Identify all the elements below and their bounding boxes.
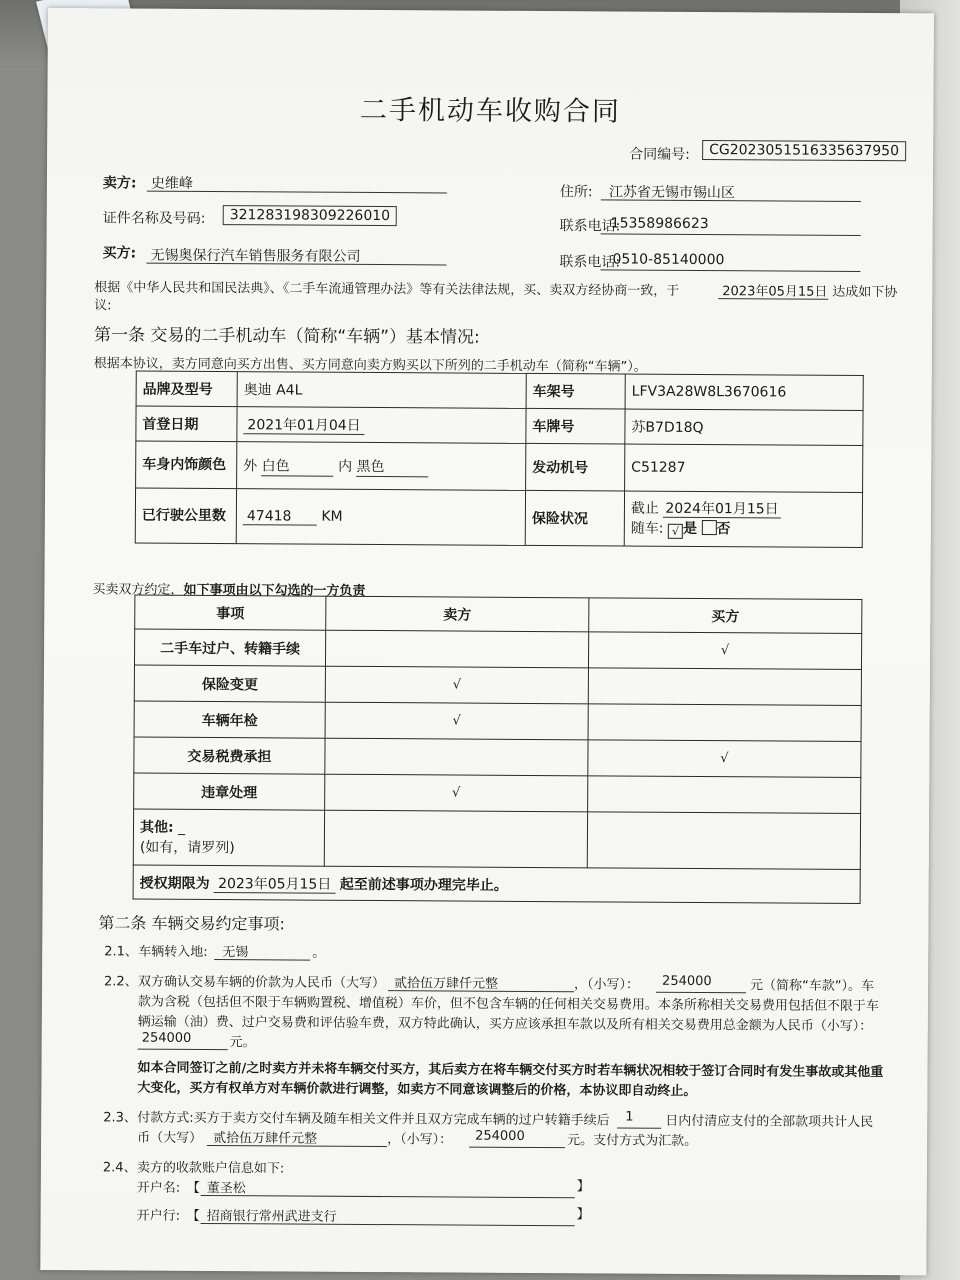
preamble-text: 根据《中华人民共和国民法典》、《二手车流通管理办法》等有关法律法规，买、卖双方经协商一致，于 <box>94 280 680 299</box>
seller-label: 卖方: <box>102 175 137 192</box>
row-violation-seller[interactable]: √ <box>325 774 588 812</box>
insurance-until-value: 2024年01月15日 <box>663 501 780 519</box>
c23-b: 日内付清应支付的全部款项共计人民 <box>665 1113 874 1131</box>
preamble-date: 2023年05月15日 <box>722 284 828 300</box>
row-insurance-buyer[interactable] <box>588 668 861 706</box>
other-label-row <box>140 817 318 838</box>
acct-name-line <box>201 1195 575 1198</box>
insurance-cell <box>624 491 862 547</box>
bank-bracket-left: 【 <box>186 1208 200 1224</box>
row-other-seller[interactable] <box>324 810 587 868</box>
c23-no: 2.3、 <box>103 1110 137 1126</box>
row-tax-buyer[interactable]: √ <box>588 740 861 778</box>
outer-color-label: 外 <box>243 457 258 474</box>
row-violation-item: 违章处理 <box>134 773 325 810</box>
outer-color-value: 白色 <box>262 455 334 476</box>
acct-name-bracket-right: 】 <box>576 1179 590 1195</box>
seller-id-label: 证件名称及号码: <box>102 210 206 227</box>
buyer-phone: 0510-85140000 <box>612 251 725 269</box>
c23-lower-line <box>469 1147 565 1149</box>
contract-page <box>40 8 934 1275</box>
period-tail: 起至前述事项办理完毕止。 <box>339 876 508 894</box>
bank-value: 招商银行常州武进支行 <box>206 1208 337 1225</box>
c23-lower: 254000 <box>475 1128 525 1144</box>
vehicle-info-table <box>135 371 864 548</box>
acct-name-bracket-left: 【 <box>186 1180 200 1196</box>
c23-a: 付款方式:买方于卖方交付车辆及随车相关文件并且双方完成车辆的过户转籍手续后 <box>137 1110 610 1129</box>
c21-value: 无锡 <box>222 945 249 961</box>
c22-line2: 款为含税（包括但不限于车辆购置税、增值税）车价，但不包含车辆的任何相关交易费用。本条所称相关交易费用包括但不限于车 <box>137 994 879 1015</box>
other-blank: _ <box>178 819 186 836</box>
row-insurance-seller[interactable]: √ <box>325 666 588 704</box>
period-date: 2023年05月15日 <box>214 876 335 894</box>
no-label: 否 <box>716 521 731 538</box>
period-label: 授权期限为 <box>139 875 210 892</box>
no-checkbox[interactable] <box>701 520 716 535</box>
yes-label: 是 <box>682 520 698 537</box>
row-inspection-buyer[interactable] <box>588 704 861 742</box>
c21-line <box>214 959 310 961</box>
inner-color-label: 内 <box>338 458 353 475</box>
buyer-name: 无锡奥保行汽车销售服务有限公司 <box>150 247 361 265</box>
engine-label: 发动机号 <box>526 443 625 491</box>
c24-no: 2.4、 <box>102 1160 137 1176</box>
insurance-with-label: 随车: <box>630 520 664 537</box>
c23-upper-line <box>207 1145 387 1147</box>
header-seller: 卖方 <box>326 596 589 632</box>
page-title: 二手机动车收购合同 <box>359 94 621 128</box>
seller-phone: 15358986623 <box>610 215 709 233</box>
notice-line1: 如本合同签订之前/之时卖方并未将车辆交付买方，其后卖方在将车辆交付买方时若车辆状况相较于签订合同时有发生事故或其他重 <box>137 1060 884 1081</box>
seller-name: 史维峰 <box>150 175 193 192</box>
buyer-label: 买方: <box>102 245 137 262</box>
c23-upper: 贰拾伍万肆仟元整 <box>213 1131 318 1147</box>
bank-line <box>201 1223 575 1226</box>
bank-bracket-right: 】 <box>576 1207 590 1223</box>
seller-address-label: 住所: <box>559 184 593 201</box>
c23-days: 1 <box>625 1109 634 1125</box>
color-label: 车身内饰颜色 <box>136 441 237 489</box>
seller-id: 321283198309226010 <box>223 205 397 226</box>
bank-label: 开户行: <box>136 1208 181 1224</box>
row-tax-item: 交易税费承担 <box>134 737 325 774</box>
c22-c: 元（简称“车款”）。车 <box>749 978 875 995</box>
c24-label: 卖方的收款账户信息如下: <box>136 1160 285 1177</box>
header-buyer: 买方 <box>589 598 862 634</box>
c22-lower: 254000 <box>662 973 712 990</box>
seller-address: 江苏省无锡市锡山区 <box>608 184 735 202</box>
header-item: 事项 <box>135 595 326 630</box>
row-violation-buyer[interactable] <box>588 776 861 814</box>
other-note: (如有，请罗列) <box>139 839 235 856</box>
insurance-until-label: 截止 <box>630 500 660 517</box>
c22-upper: 贰拾伍万肆仟元整 <box>394 976 499 992</box>
row-transfer-seller[interactable] <box>325 630 588 668</box>
c22-total: 254000 <box>141 1030 192 1046</box>
acct-name-label: 开户名: <box>136 1180 181 1196</box>
seller-phone-label: 联系电话: <box>559 218 621 235</box>
row-inspection-item: 车辆年检 <box>134 701 325 738</box>
responsibility-intro-a: 买卖双方约定， <box>92 582 184 598</box>
engine-value: C51287 <box>625 444 863 492</box>
row-tax-seller[interactable] <box>325 738 588 776</box>
c22-total-line <box>138 1049 228 1051</box>
row-other-item <box>133 809 324 866</box>
brand-value: 奥迪 A4L <box>237 372 526 409</box>
reg-date-cell <box>237 407 526 444</box>
row-insurance-item: 保险变更 <box>134 665 325 702</box>
c22-b: ，（小写）： <box>573 977 640 993</box>
seller-phone-line <box>601 233 861 236</box>
c21-end: 。 <box>312 945 326 961</box>
c21-no: 2.1、 <box>104 944 138 960</box>
reg-date-label: 首登日期 <box>136 406 237 442</box>
period-cell <box>133 865 860 903</box>
other-label: 其他: <box>139 819 174 836</box>
vin-value: LFV3A28W8L3670616 <box>625 374 863 410</box>
plate-value: 苏B7D18Q <box>625 409 863 445</box>
vin-label: 车架号 <box>526 373 625 409</box>
brand-label: 品牌及型号 <box>136 371 237 407</box>
inner-color-value: 黑色 <box>357 455 429 476</box>
article1-intro: 根据本协议，卖方同意向买方出售、买方同意向卖方购买以下所列的二手机动车（简称“车辆”）。 <box>93 356 647 375</box>
contract-no-label: 合同编号: <box>629 146 690 163</box>
yes-checkbox[interactable]: √ <box>668 524 683 539</box>
notice-line2: 大变化，买方有权单方对车辆价款进行调整，如卖方不同意该调整后的价格，本协议即自动终止。 <box>137 1080 697 1099</box>
insurance-with-row <box>631 519 856 540</box>
c22-a: 双方确认交易车辆的价款为人民币（大写） <box>138 974 386 992</box>
buyer-phone-line <box>600 269 860 272</box>
row-inspection-seller[interactable]: √ <box>325 702 588 740</box>
row-transfer-buyer[interactable]: √ <box>588 632 861 670</box>
article1-heading: 第一条 交易的二手机动车（简称“车辆”）基本情况: <box>93 325 480 348</box>
c23-d: ，（小写）： <box>387 1132 453 1148</box>
c22-total-unit: 元。 <box>229 1035 256 1051</box>
c21-label: 车辆转入地: <box>138 944 208 960</box>
responsibility-table <box>133 595 863 904</box>
reg-date-value: 2021年01月04日 <box>243 417 364 435</box>
mileage-cell <box>236 489 525 546</box>
acct-name-value: 董圣松 <box>206 1180 246 1197</box>
mileage-unit: KM <box>321 508 343 525</box>
plate-label: 车牌号 <box>526 408 625 444</box>
c23-e: 元。支付方式为汇款。 <box>567 1133 698 1149</box>
preamble-cont: 议: <box>94 298 112 314</box>
preamble-date-line <box>718 298 828 300</box>
color-cell <box>237 442 526 491</box>
mileage-label: 已行驶公里数 <box>135 488 236 544</box>
c23-c: 币（大写） <box>137 1130 203 1146</box>
row-transfer-item: 二手车过户、转籍手续 <box>134 629 325 666</box>
article2-heading: 第二条 车辆交易约定事项: <box>98 913 285 934</box>
insurance-until-row <box>631 499 856 520</box>
mileage-value: 47418 <box>243 508 317 525</box>
c22-line3: 辆运输（油）费、过户交易费和评估验车费，双方特此确认，买方应该承担车款以及所有相关交易费用总金额为人民币（小写）： <box>137 1014 873 1035</box>
row-other-buyer[interactable] <box>587 812 860 870</box>
preamble-tail: 达成如下协 <box>832 284 898 301</box>
responsibility-intro-b: 如下事项由以下勾选的一方负责 <box>183 582 366 599</box>
c22-no: 2.2、 <box>104 974 138 990</box>
insurance-label: 保险状况 <box>525 490 624 546</box>
contract-no-value: CG2023051516335637950 <box>702 140 906 161</box>
buyer-phone-label: 联系电话: <box>559 254 621 271</box>
